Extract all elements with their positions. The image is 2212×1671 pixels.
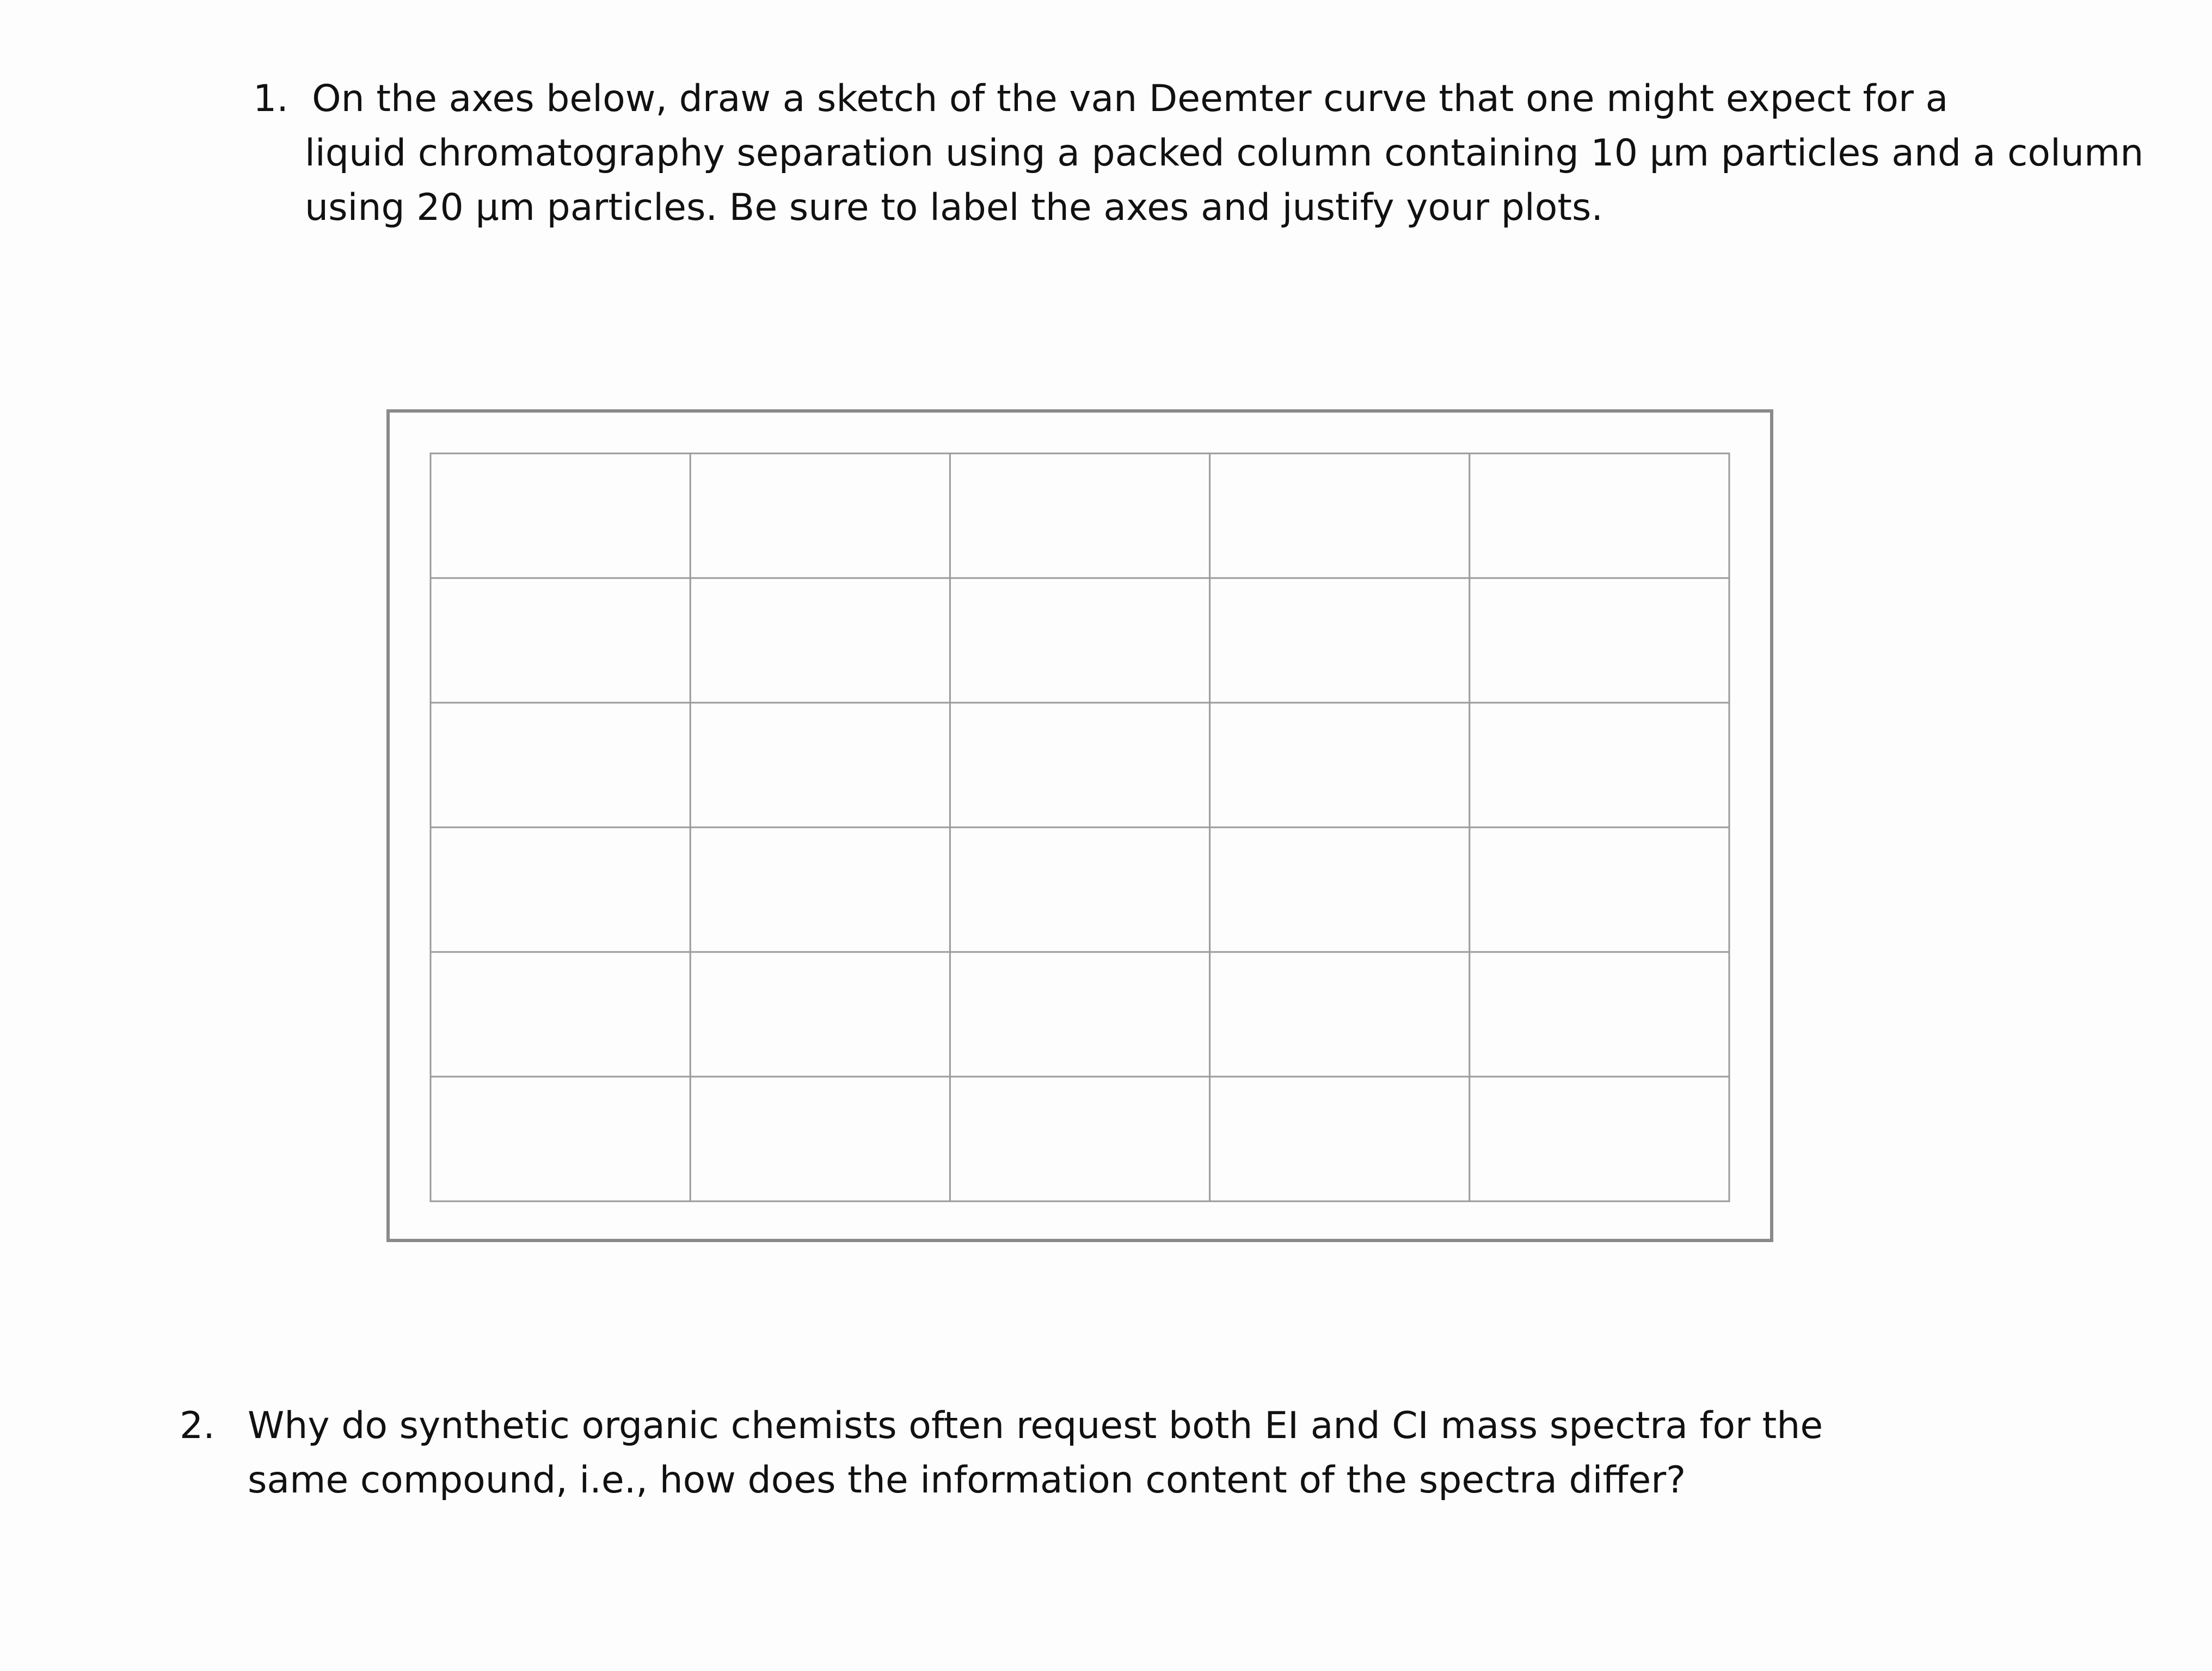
question-1	[199, 72, 2144, 246]
question-1-text	[253, 72, 2143, 235]
blank-graph-frame	[386, 409, 1773, 1242]
question-1-line-3: using 20 μm particles. Be sure to label the axes and justify your plots.	[305, 186, 1603, 229]
question-2	[180, 1399, 2030, 1519]
question-2-number: 2.	[180, 1404, 215, 1447]
question-1-line-2: liquid chromatography separation using a packed column containing 10 μm particles and a column	[305, 132, 2144, 175]
question-1-line-1	[253, 72, 2143, 126]
question-1-line-1-text: On the axes below, draw a sketch of the van Deemter curve that one might expect for a	[312, 77, 1949, 120]
question-2-line-2: same compound, i.e., how does the information content of the spectra differ?	[248, 1459, 1686, 1502]
question-1-number: 1.	[253, 77, 288, 120]
question-2-line-1: Why do synthetic organic chemists often request both EI and CI mass spectra for the	[248, 1404, 1823, 1447]
blank-graph-grid	[429, 452, 1731, 1203]
question-2-text	[248, 1399, 1823, 1508]
